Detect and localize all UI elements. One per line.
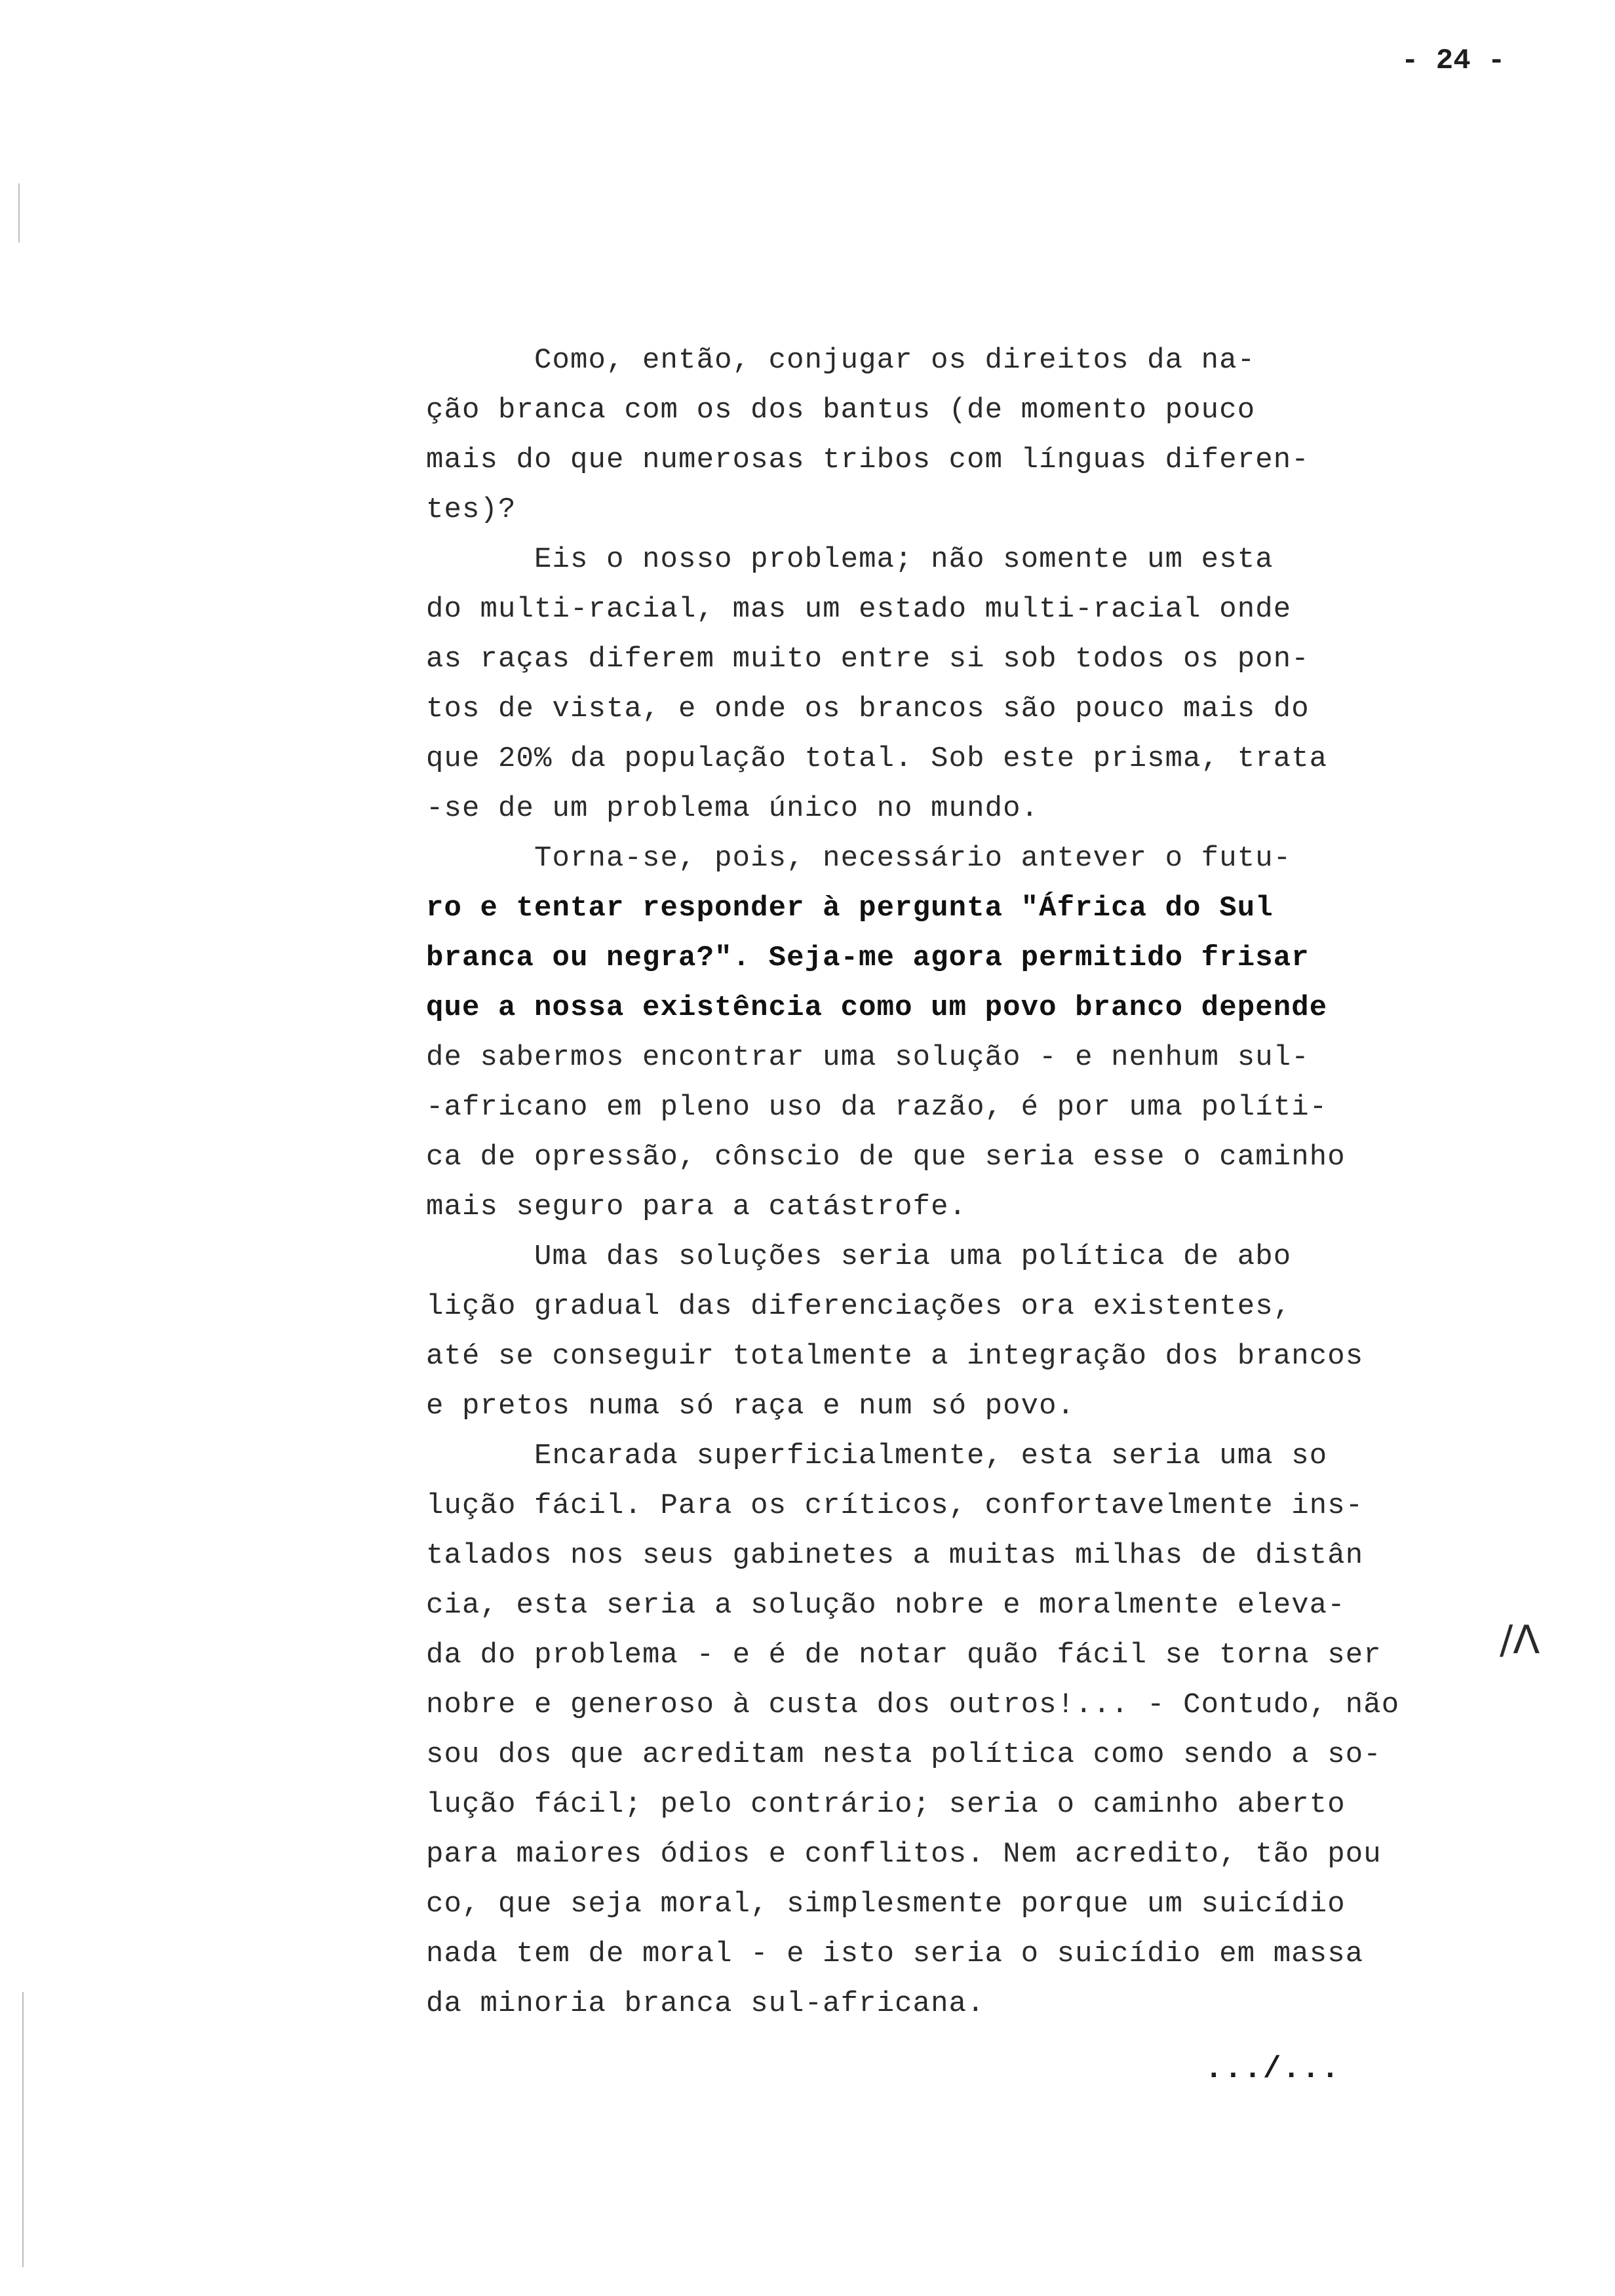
text-line: lução fácil. Para os críticos, confortavelmente ins- [426,1489,1364,1522]
text-line: -africano em pleno uso da razão, é por uma políti- [426,1091,1328,1124]
text-line: Eis o nosso problema; não somente um esta [426,543,1274,576]
text-line: cia, esta seria a solução nobre e moralmente eleva- [426,1589,1346,1622]
text-line: as raças diferem muito entre si sob todos os pon- [426,643,1310,676]
text-line: nobre e generoso à custa dos outros!... - Contudo, não [426,1689,1400,1721]
text-line: mais seguro para a catástrofe. [426,1191,967,1223]
text-line: lição gradual das diferenciações ora existentes, [426,1290,1292,1323]
text-line: ro e tentar responder à pergunta "África do Sul [426,892,1274,925]
text-line: branca ou negra?". Seja-me agora permitido frisar [426,942,1310,974]
scan-edge-left [18,183,20,242]
text-line: ca de opressão, cônscio de que seria esse o caminho [426,1141,1346,1174]
text-line: da minoria branca sul-africana. [426,1987,985,2020]
scan-edge-left-lower [22,1992,24,2267]
text-line: sou dos que acreditam nesta política como sendo a so- [426,1738,1382,1771]
text-line: Uma das soluções seria uma política de abo [426,1240,1292,1273]
text-line: co, que seja moral, simplesmente porque um suicídio [426,1888,1346,1921]
text-line: talados nos seus gabinetes a muitas milhas de distân [426,1539,1364,1572]
text-line: e pretos numa só raça e num só povo. [426,1390,1076,1423]
handwritten-margin-mark: /Ʌ [1500,1617,1540,1663]
text-line: Encarada superficialmente, esta seria uma so [426,1440,1328,1472]
text-line: da do problema - e é de notar quão fácil se torna ser [426,1639,1382,1672]
text-line: tes)? [426,493,516,526]
text-line: lução fácil; pelo contrário; seria o caminho aberto [426,1788,1346,1821]
text-line: nada tem de moral - e isto seria o suicídio em massa [426,1938,1364,1970]
text-line: que a nossa existência como um povo branco depende [426,991,1328,1024]
text-line: do multi-racial, mas um estado multi-racial onde [426,593,1292,626]
text-line: de sabermos encontrar uma solução - e nenhum sul- [426,1041,1310,1074]
body-text [426,335,1501,2029]
text-line: até se conseguir totalmente a integração dos brancos [426,1340,1364,1373]
text-line: -se de um problema único no mundo. [426,792,1040,825]
text-line: ção branca com os dos bantus (de momento pouco [426,394,1256,427]
continuation-mark: .../... [1205,2052,1341,2086]
page-number: - 24 - [1401,45,1506,77]
text-line: Torna-se, pois, necessário antever o futu- [426,842,1292,875]
text-line: para maiores ódios e conflitos. Nem acredito, tão pou [426,1838,1382,1871]
text-line: que 20% da população total. Sob este prisma, trata [426,742,1328,775]
text-line: Como, então, conjugar os direitos da na- [426,344,1256,377]
text-line: mais do que numerosas tribos com línguas diferen- [426,444,1310,476]
text-line: tos de vista, e onde os brancos são pouco mais do [426,693,1310,725]
